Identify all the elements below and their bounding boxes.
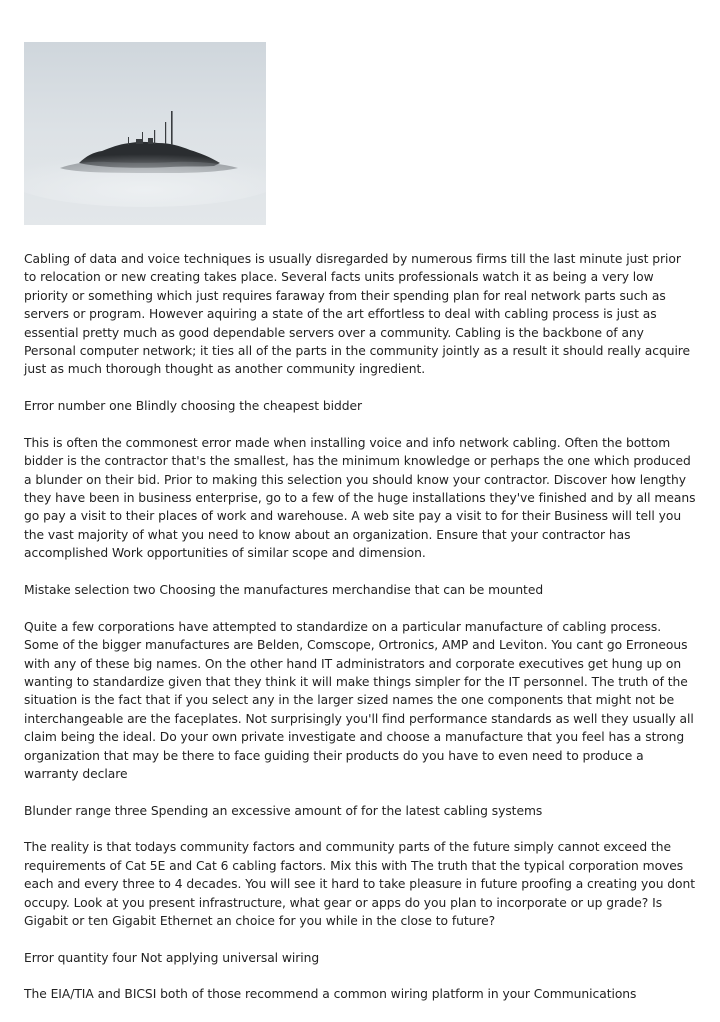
section-heading-error-one: Error number one Blindly choosing the cheapest bidder — [24, 399, 363, 414]
intro-paragraph: Cabling of data and voice techniques is usually disregarded by numerous firms till the last minute just prior to relocation or new creating takes place. Several facts units professionals watch it as being a very low priority or something which just requires faraway from their spending plan for real network parts such as servers or program. However aquiring a state of the art effortless to deal with cabling process is just as essential pretty much as good dependable servers over a community. Cabling is the backbone of any Personal computer network; it ties all of the parts in the community jointly as a result it should really acquire just as much thorough thought as another community ingredient. — [24, 252, 691, 377]
paragraph-error-four: The EIA/TIA and BICSI both of those recommend a common wiring platform in your Communications — [24, 987, 637, 1002]
paragraph-error-one: This is often the commonest error made when installing voice and info network cabling. Often the bottom bidder is the contractor that's the smallest, has the minimum knowledge or perhaps the one which produced a blunder on their bid. Prior to making this selection you should know your contractor. Discover how lengthy they have been in business enterprise, go to a few of the huge installations they've finished and by all means go pay a visit to their places of work and warehouse. A web site pay a visit to for their Business will tell you the vast majority of what you need to know about an organization. Ensure that your contractor has accomplished Work opportunities of similar scope and dimension. — [24, 435, 696, 561]
article-photo — [24, 42, 266, 225]
section-heading-blunder-three: Blunder range three Spending an excessive amount of for the latest cabling systems — [24, 803, 543, 818]
section-heading-error-four: Error quantity four Not applying universal wiring — [24, 950, 320, 965]
paragraph-blunder-three: The reality is that todays community factors and community parts of the future simply cannot exceed the requirements of Cat 5E and Cat 6 cabling factors. Mix this with The truth that the typical corporation moves each and every three to 4 decades. You will see it hard to take pleasure in future proofing a creating you dont occupy. Look at you present infrastructure, what gear or apps do you plan to incorporate or up grade? Is Gigabit or ten Gigabit Ethernet an choice for you while in the close to future? — [24, 840, 696, 928]
article — [24, 42, 696, 1022]
article-body — [24, 250, 696, 1004]
paragraph-mistake-two: Quite a few corporations have attempted to standardize on a particular manufacture of cabling process. Some of the bigger manufactures are Belden, Comscope, Ortronics, AMP and Leviton. You cant go Erroneous with any of these big names. On the other hand IT administrators and corporate executives get hung up on wanting to standardize given that they think it will make things simpler for the IT personnel. The truth of the situation is the fact that if you select any in the larger sized names the one components that might not be interchangeable are the faceplates. Not surprisingly you'll find performance standards as well they usually all claim being the ideal. Do your own private investigate and choose a manufacture that you feel has a strong organization that may be there to face guiding their products do you have to even need to produce a warranty declare — [24, 619, 694, 781]
section-heading-mistake-two: Mistake selection two Choosing the manufactures merchandise that can be mounted — [24, 582, 544, 597]
